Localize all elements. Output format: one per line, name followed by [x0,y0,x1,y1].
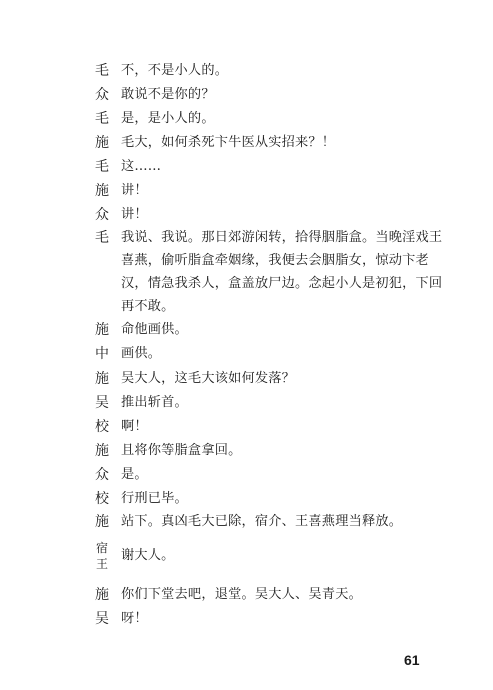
speaker-label: 众 [95,87,109,103]
dialogue-line [0,296,493,318]
dialogue-text: 是，是小人的。 [121,111,215,126]
dialogue-line [0,464,493,486]
speaker-label: 施 [95,587,109,603]
dialogue-text: 不，不是小人的。 [121,63,229,78]
dialogue-line [0,108,493,130]
dialogue-line [0,156,493,178]
speaker-label-top: 宿 [95,541,108,555]
speaker-label: 毛 [95,230,109,246]
speaker-label: 吴 [95,611,109,627]
speaker-label: 施 [95,371,109,387]
dialogue-text: 我说、我说。那日郊游闲转，拾得胭脂盒。当晚淫戏王 [121,230,443,245]
dialogue-line [0,250,493,272]
dialogue-line [0,440,493,462]
dialogue-text: 这…… [121,159,162,174]
dialogue-line [0,227,493,249]
speaker-label-stacked [94,540,110,572]
dialogue-text: 推出斩首。 [121,395,188,410]
speaker-label: 施 [95,443,109,459]
dialogue-line [0,60,493,82]
dialogue-text: 再不敢。 [121,299,175,314]
dialogue-text: 谢大人。 [121,548,175,563]
speaker-label: 毛 [95,111,109,127]
dialogue-line [0,511,493,533]
speaker-label: 施 [95,183,109,199]
dialogue-line [0,132,493,154]
speaker-label: 施 [95,322,109,338]
dialogue-text: 汉，情急我杀人，盒盖放尸边。念起小人是初犯，下回 [121,276,443,291]
dialogue-text: 画供。 [121,346,162,361]
dialogue-line [0,584,493,606]
speaker-label: 毛 [95,159,109,175]
dialogue-text: 呀！ [121,611,148,626]
dialogue-text: 命他画供。 [121,322,188,337]
speaker-label: 众 [95,467,109,483]
dialogue-line [0,392,493,414]
speaker-label: 施 [95,135,109,151]
speaker-label: 众 [95,207,109,223]
dialogue-text: 行刑已毕。 [121,491,188,506]
dialogue-text: 站下。真凶毛大已除，宿介、王喜燕理当释放。 [121,514,403,529]
dialogue-text: 吴大人，这毛大该如何发落？ [121,371,296,386]
dialogue-line [0,204,493,226]
dialogue-line [0,319,493,341]
speaker-label-bottom: 王 [95,557,108,571]
dialogue-line [0,416,493,438]
dialogue-line [0,180,493,202]
speaker-label: 施 [95,514,109,530]
dialogue-line [0,488,493,510]
dialogue-text: 毛大，如何杀死卞牛医从实招来？！ [121,135,336,150]
dialogue-text: 且将你等脂盒拿回。 [121,443,242,458]
page-number: 61 [404,652,420,668]
dialogue-line [0,273,493,295]
dialogue-text: 是。 [121,467,148,482]
dialogue-text: 你们下堂去吧，退堂。吴大人、吴青天。 [121,587,362,602]
dialogue-text: 讲！ [121,207,148,222]
speaker-label: 校 [95,491,109,507]
dialogue-line [0,368,493,390]
dialogue-line [0,84,493,106]
dialogue-text: 讲！ [121,183,148,198]
speaker-label: 毛 [95,63,109,79]
speaker-label: 校 [95,419,109,435]
dialogue-text: 敢说不是你的？ [121,87,215,102]
dialogue-text: 啊！ [121,419,148,434]
dialogue-line [0,540,493,572]
dialogue-text: 喜燕，偷听脂盒牵姻缘，我便去会胭脂女，惊动卞老 [121,253,429,268]
dialogue-line [0,343,493,365]
speaker-label: 中 [95,346,109,362]
speaker-label: 吴 [95,395,109,411]
dialogue-line [0,608,493,630]
